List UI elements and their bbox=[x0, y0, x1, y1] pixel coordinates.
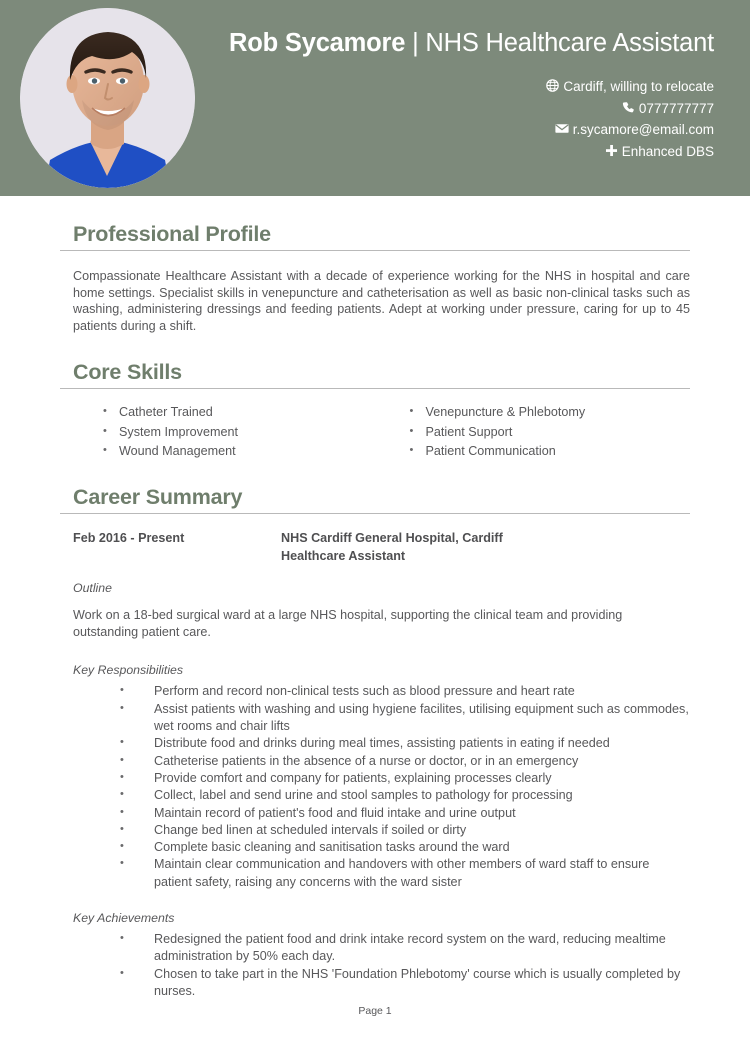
cv-header-banner bbox=[0, 0, 750, 196]
contact-location bbox=[210, 76, 714, 98]
cv-body bbox=[0, 222, 750, 1000]
list-item: • Chosen to take part in the NHS 'Foundation Phlebotomy' course which is usually completed by nurses. bbox=[73, 966, 690, 1001]
list-item: • Provide comfort and company for patients, explaining processes clearly bbox=[73, 770, 690, 787]
avatar-photo bbox=[20, 8, 195, 188]
contact-dbs bbox=[210, 141, 714, 163]
avatar bbox=[20, 8, 195, 188]
job-role: Healthcare Assistant bbox=[281, 549, 406, 564]
section-title-career-summary: Career Summary bbox=[60, 485, 690, 514]
list-item: • Redesigned the patient food and drink intake record system on the ward, reducing mealtime administration by 50% each day. bbox=[73, 931, 690, 966]
header-text-block bbox=[210, 0, 732, 162]
contact-phone bbox=[210, 98, 714, 120]
job-header-row bbox=[60, 529, 690, 565]
section-title-core-skills: Core Skills bbox=[60, 360, 690, 389]
list-item: • Assist patients with washing and using hygiene facilites, utilising equipment such as commodes, wet rooms and chair lifts bbox=[73, 701, 690, 736]
section-core-skills bbox=[60, 360, 690, 461]
job-dates: Feb 2016 - Present bbox=[73, 531, 185, 546]
page-title bbox=[210, 28, 714, 58]
page-number-label: Page 1 bbox=[358, 1005, 392, 1017]
section-career-summary bbox=[60, 485, 690, 1000]
section-title-professional-profile: Professional Profile bbox=[60, 222, 690, 251]
name-separator: | bbox=[405, 29, 426, 57]
list-item: • Patient Communication bbox=[410, 442, 691, 461]
key-achievements-label: Key Achievements bbox=[73, 911, 175, 926]
list-item: • Patient Support bbox=[410, 423, 691, 442]
outline-text: Work on a 18-bed surgical ward at a large NHS hospital, supporting the clinical team and providing outstanding patient care. bbox=[73, 608, 623, 639]
list-item: • Catheterise patients in the absence of a nurse or doctor, or in an emergency bbox=[73, 753, 690, 770]
contact-email-text: r.sycamore@email.com bbox=[572, 122, 714, 137]
contact-location-text: Cardiff, willing to relocate bbox=[563, 79, 714, 94]
list-item: • Change bed linen at scheduled intervals if soiled or dirty bbox=[73, 822, 690, 839]
list-item: • Venepuncture & Phlebotomy bbox=[410, 403, 691, 422]
professional-profile-text: Compassionate Healthcare Assistant with a decade of experience working for the NHS in hospital and care home settings. Specialist skills in venepuncture and catheterisation as well as basic non-clinical tasks such as washing, administering dressings and feeding patients. Adept at working under pressure, caring for up to 45 patients during a shift. bbox=[73, 269, 690, 333]
outline-label: Outline bbox=[73, 581, 112, 596]
list-item: • Maintain clear communication and handovers with other members of ward staff to ensure patient safety, raising any concerns with the ward sister bbox=[73, 856, 690, 891]
job-entry bbox=[60, 529, 690, 1000]
list-item: • Maintain record of patient's food and fluid intake and urine output bbox=[73, 805, 690, 822]
list-item: • System Improvement bbox=[103, 423, 382, 442]
core-skills-column-right bbox=[382, 403, 691, 461]
key-achievements-list bbox=[60, 931, 690, 1000]
list-item: • Wound Management bbox=[103, 442, 382, 461]
job-meta bbox=[281, 529, 690, 565]
list-item: • Distribute food and drinks during meal times, assisting patients in eating if needed bbox=[73, 735, 690, 752]
contact-dbs-text: Enhanced DBS bbox=[621, 143, 714, 159]
key-responsibilities-list bbox=[60, 683, 690, 891]
list-item: • Complete basic cleaning and sanitisation tasks around the ward bbox=[73, 839, 690, 856]
core-skills-column-left bbox=[73, 403, 382, 461]
key-responsibilities-label: Key Responsibilities bbox=[73, 663, 184, 678]
core-skills-columns bbox=[60, 403, 690, 461]
job-employer: NHS Cardiff General Hospital, Cardiff bbox=[281, 531, 503, 546]
list-item: • Collect, label and send urine and stool samples to pathology for processing bbox=[73, 787, 690, 804]
envelope-icon bbox=[555, 122, 569, 135]
list-item: • Perform and record non-clinical tests such as blood pressure and heart rate bbox=[73, 683, 690, 700]
page-footer bbox=[0, 1005, 750, 1017]
plus-cross-icon bbox=[605, 144, 618, 157]
list-item: • Catheter Trained bbox=[103, 403, 382, 422]
contact-list bbox=[210, 76, 714, 162]
candidate-job-title: NHS Healthcare Assistant bbox=[425, 29, 714, 57]
contact-email bbox=[210, 119, 714, 141]
candidate-name: Rob Sycamore bbox=[229, 29, 406, 57]
globe-icon bbox=[546, 79, 559, 92]
contact-phone-text: 0777777777 bbox=[638, 100, 714, 116]
section-professional-profile bbox=[60, 222, 690, 334]
phone-icon bbox=[622, 101, 635, 114]
